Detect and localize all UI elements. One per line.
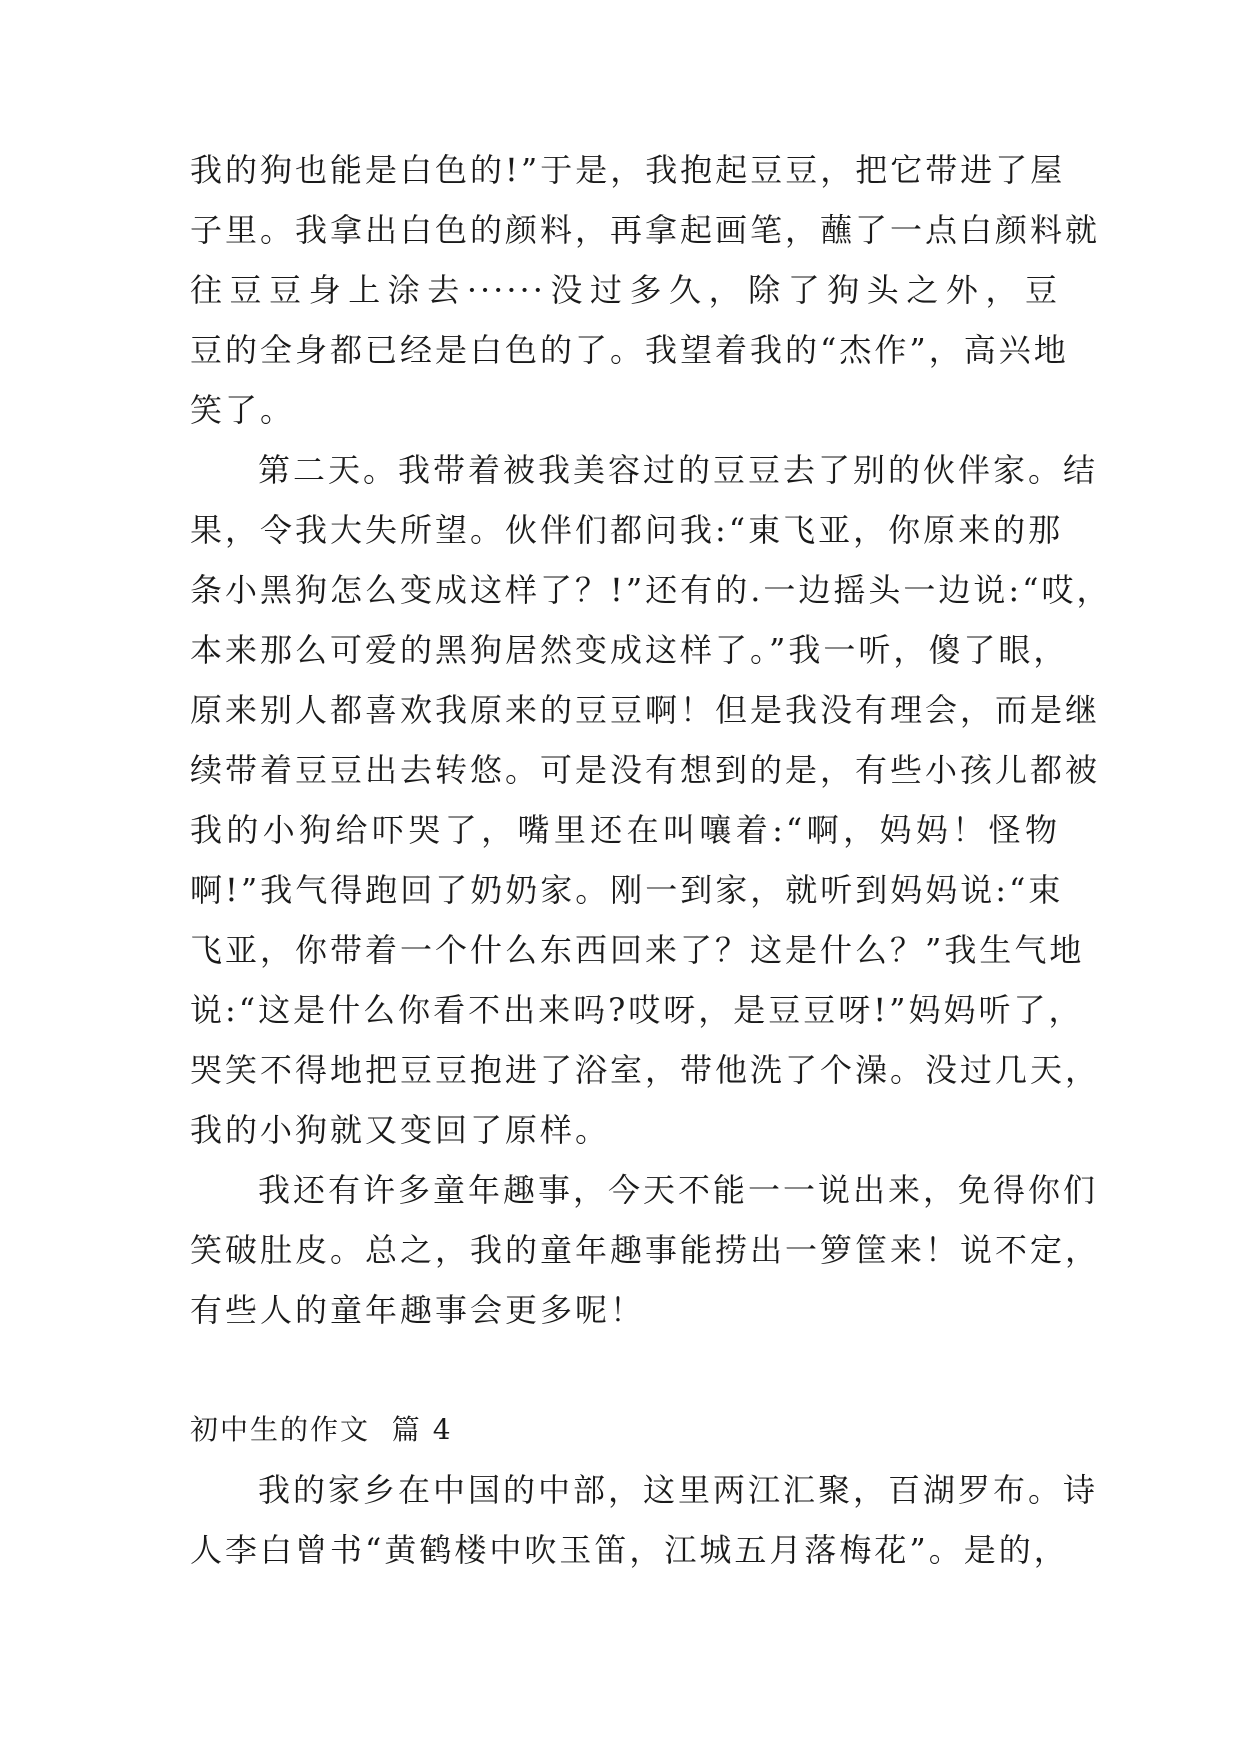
section-heading: 初中生的作文 篇 4 bbox=[190, 1413, 453, 1446]
text-line: 笑破肚皮。总之，我的童年趣事能捞出一箩筐来！说不定， bbox=[190, 1231, 1101, 1269]
text-line: 我还有许多童年趣事，今天不能一一说出来，免得你们 bbox=[258, 1171, 1099, 1209]
text-line: 哭笑不得地把豆豆抱进了浴室，带他洗了个澡。没过几天， bbox=[190, 1051, 1101, 1089]
text-line: 豆的全身都已经是白色的了。我望着我的“杰作”，高兴地 bbox=[190, 331, 1069, 369]
text-line: 我的小狗给吓哭了，嘴里还在叫嚷着:“啊，妈妈！怪物 bbox=[190, 811, 1060, 849]
paragraph bbox=[190, 1160, 1101, 1340]
paragraph bbox=[190, 440, 1112, 1160]
section-spacer bbox=[190, 1340, 1060, 1400]
paragraph bbox=[190, 140, 1101, 440]
text-line: 啊!”我气得跑回了奶奶家。刚一到家，就听到妈妈说:“束 bbox=[190, 871, 1064, 909]
text-line: 原来别人都喜欢我原来的豆豆啊！但是我没有理会，而是继 bbox=[190, 691, 1101, 729]
text-line: 笑了。 bbox=[190, 391, 296, 429]
text-line: 往豆豆身上涂去······没过多久，除了狗头之外，豆 bbox=[190, 271, 1060, 309]
document-page bbox=[190, 140, 1112, 1580]
text-line: 说:“这是什么你看不出来吗?哎呀，是豆豆呀!”妈妈听了， bbox=[190, 991, 1084, 1029]
text-line: 我的家乡在中国的中部，这里两江汇聚，百湖罗布。诗 bbox=[258, 1471, 1099, 1509]
text-line: 我的小狗就又变回了原样。 bbox=[190, 1111, 611, 1149]
text-line: 续带着豆豆出去转悠。可是没有想到的是，有些小孩儿都被 bbox=[190, 751, 1101, 789]
text-line: 有些人的童年趣事会更多呢！ bbox=[190, 1291, 646, 1329]
paragraph bbox=[190, 1460, 1099, 1580]
text-line: 本来那么可爱的黑狗居然变成这样了。”我一听，傻了眼， bbox=[190, 631, 1069, 669]
text-line: 条小黑狗怎么变成这样了？!”还有的.一边摇头一边说:“哎， bbox=[190, 571, 1112, 609]
text-line: 果，令我大失所望。伙伴们都问我:“東飞亚，你原来的那 bbox=[190, 511, 1064, 549]
text-line: 第二天。我带着被我美容过的豆豆去了别的伙伴家。结 bbox=[258, 451, 1099, 489]
text-line: 子里。我拿出白色的颜料，再拿起画笔，蘸了一点白颜料就 bbox=[190, 211, 1101, 249]
text-line: 飞亚，你带着一个什么东西回来了？这是什么？”我生气地 bbox=[190, 931, 1085, 969]
text-line: 我的狗也能是白色的!”于是，我抱起豆豆，把它带进了屋 bbox=[190, 151, 1066, 189]
text-line: 人李白曾书“黄鹤楼中吹玉笛，江城五月落梅花”。是的， bbox=[190, 1531, 1069, 1569]
